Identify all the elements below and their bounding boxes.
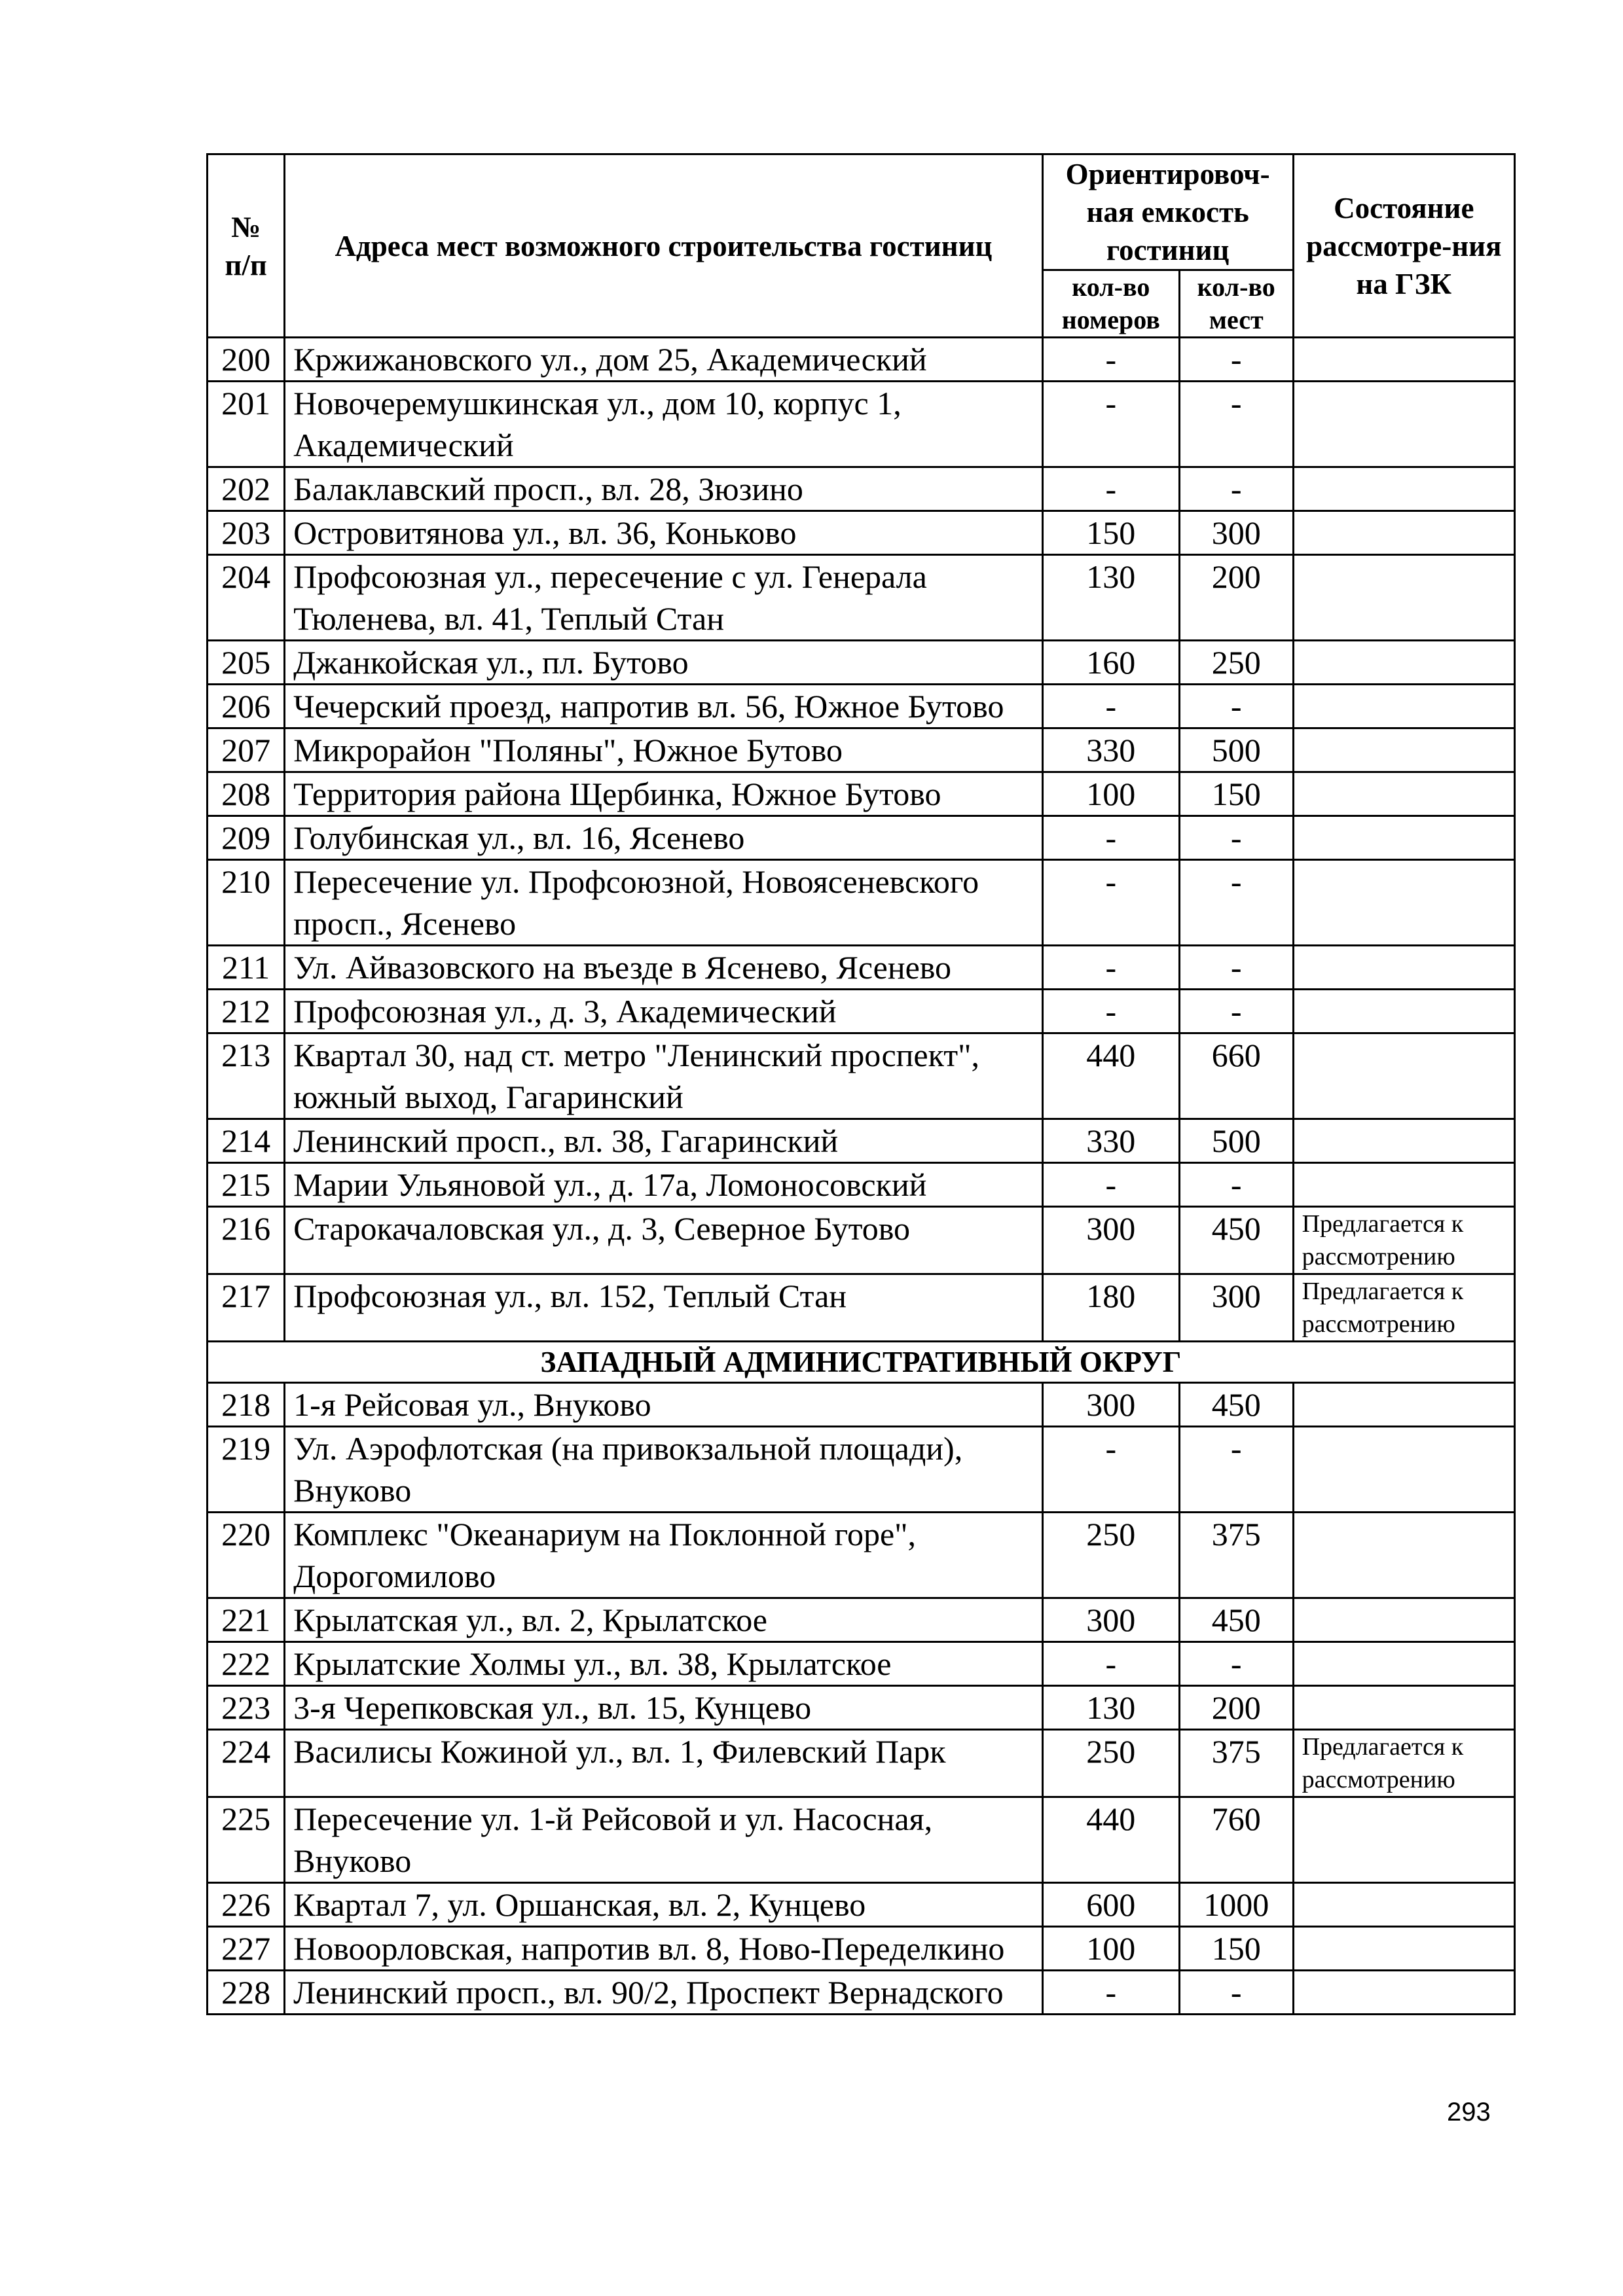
row-number: 209: [208, 816, 285, 860]
row-address: Кржижановского ул., дом 25, Академический: [285, 338, 1043, 382]
row-address: Пересечение ул. Профсоюзной, Новоясеневского просп., Ясенево: [285, 860, 1043, 946]
row-status: [1293, 946, 1514, 990]
row-address: Новоорловская, напротив вл. 8, Ново-Переделкино: [285, 1927, 1043, 1971]
row-rooms: -: [1042, 1163, 1179, 1207]
row-number: 205: [208, 641, 285, 685]
table-row: [208, 990, 1515, 1033]
table-row: [208, 685, 1515, 728]
table-row: [208, 1274, 1515, 1342]
table-row: [208, 555, 1515, 641]
row-places: 375: [1179, 1730, 1293, 1797]
table-row: [208, 382, 1515, 467]
row-places: 500: [1179, 728, 1293, 772]
row-status: [1293, 816, 1514, 860]
table-row: [208, 1927, 1515, 1971]
row-rooms: -: [1042, 467, 1179, 511]
table-row: [208, 1642, 1515, 1686]
row-places: -: [1179, 467, 1293, 511]
row-rooms: 300: [1042, 1207, 1179, 1274]
row-address: Балаклавский просп., вл. 28, Зюзино: [285, 467, 1043, 511]
table-row: [208, 1427, 1515, 1513]
row-status: [1293, 1383, 1514, 1427]
row-rooms: 600: [1042, 1883, 1179, 1927]
row-status: [1293, 1883, 1514, 1927]
row-rooms: 130: [1042, 1686, 1179, 1730]
row-rooms: -: [1042, 946, 1179, 990]
table-row: [208, 467, 1515, 511]
row-address: Пересечение ул. 1-й Рейсовой и ул. Насосная, Внуково: [285, 1797, 1043, 1883]
row-address: Джанкойская ул., пл. Бутово: [285, 641, 1043, 685]
row-rooms: 330: [1042, 1119, 1179, 1163]
row-status: [1293, 555, 1514, 641]
row-rooms: 130: [1042, 555, 1179, 641]
row-number: 219: [208, 1427, 285, 1513]
row-number: 200: [208, 338, 285, 382]
table-row: [208, 772, 1515, 816]
section-title: ЗАПАДНЫЙ АДМИНИСТРАТИВНЫЙ ОКРУГ: [208, 1342, 1515, 1383]
row-address: Голубинская ул., вл. 16, Ясенево: [285, 816, 1043, 860]
row-address: Профсоюзная ул., д. 3, Академический: [285, 990, 1043, 1033]
row-address: Марии Ульяновой ул., д. 17а, Ломоносовский: [285, 1163, 1043, 1207]
row-places: 250: [1179, 641, 1293, 685]
table-body-western: [208, 1383, 1515, 2015]
row-status: [1293, 728, 1514, 772]
row-places: 150: [1179, 772, 1293, 816]
table-header: [208, 154, 1515, 338]
row-places: 375: [1179, 1513, 1293, 1598]
table-row: [208, 1207, 1515, 1274]
row-rooms: 180: [1042, 1274, 1179, 1342]
row-places: -: [1179, 1642, 1293, 1686]
row-status: [1293, 1642, 1514, 1686]
row-places: 300: [1179, 1274, 1293, 1342]
row-rooms: 100: [1042, 1927, 1179, 1971]
row-places: 760: [1179, 1797, 1293, 1883]
row-rooms: 440: [1042, 1033, 1179, 1119]
row-rooms: -: [1042, 338, 1179, 382]
row-address: Ул. Аэрофлотская (на привокзальной площади), Внуково: [285, 1427, 1043, 1513]
header-address: Адреса мест возможного строительства гостиниц: [285, 154, 1043, 338]
row-number: 225: [208, 1797, 285, 1883]
row-address: Квартал 7, ул. Оршанская, вл. 2, Кунцево: [285, 1883, 1043, 1927]
row-number: 204: [208, 555, 285, 641]
row-status: [1293, 467, 1514, 511]
row-places: -: [1179, 1163, 1293, 1207]
row-rooms: 250: [1042, 1513, 1179, 1598]
row-rooms: 160: [1042, 641, 1179, 685]
row-number: 206: [208, 685, 285, 728]
header-places: кол-во мест: [1179, 270, 1293, 338]
row-status: [1293, 1163, 1514, 1207]
header-status: Состояние рассмотре-ния на ГЗК: [1293, 154, 1514, 338]
row-rooms: -: [1042, 1642, 1179, 1686]
row-number: 216: [208, 1207, 285, 1274]
row-rooms: -: [1042, 1427, 1179, 1513]
row-number: 207: [208, 728, 285, 772]
row-status: Предлагается к рассмотрению: [1293, 1730, 1514, 1797]
row-status: [1293, 1927, 1514, 1971]
row-address: Новочеремушкинская ул., дом 10, корпус 1, Академический: [285, 382, 1043, 467]
row-places: -: [1179, 1971, 1293, 2015]
row-address: Профсоюзная ул., вл. 152, Теплый Стан: [285, 1274, 1043, 1342]
row-address: Островитянова ул., вл. 36, Коньково: [285, 511, 1043, 555]
row-status: [1293, 1119, 1514, 1163]
row-places: -: [1179, 816, 1293, 860]
row-address: Квартал 30, над ст. метро "Ленинский проспект", южный выход, Гагаринский: [285, 1033, 1043, 1119]
row-places: 200: [1179, 555, 1293, 641]
row-address: Василисы Кожиной ул., вл. 1, Филевский Парк: [285, 1730, 1043, 1797]
table-row: [208, 1686, 1515, 1730]
row-number: 218: [208, 1383, 285, 1427]
table-body-south-west: [208, 338, 1515, 1342]
table-row: [208, 816, 1515, 860]
row-number: 208: [208, 772, 285, 816]
row-number: 211: [208, 946, 285, 990]
row-number: 213: [208, 1033, 285, 1119]
row-number: 202: [208, 467, 285, 511]
row-places: -: [1179, 338, 1293, 382]
row-number: 212: [208, 990, 285, 1033]
table-row: [208, 511, 1515, 555]
page-number: 293: [1447, 2098, 1491, 2126]
row-places: -: [1179, 685, 1293, 728]
row-status: [1293, 1598, 1514, 1642]
row-places: -: [1179, 860, 1293, 946]
table-row: [208, 1797, 1515, 1883]
row-rooms: 440: [1042, 1797, 1179, 1883]
row-rooms: 150: [1042, 511, 1179, 555]
row-status: [1293, 1971, 1514, 2015]
header-num: № п/п: [208, 154, 285, 338]
table-row: [208, 728, 1515, 772]
row-rooms: -: [1042, 685, 1179, 728]
row-number: 201: [208, 382, 285, 467]
row-number: 221: [208, 1598, 285, 1642]
table-row: [208, 1598, 1515, 1642]
row-address: Ул. Айвазовского на въезде в Ясенево, Ясенево: [285, 946, 1043, 990]
header-capacity: Ориентировоч-ная емкость гостиниц: [1042, 154, 1293, 270]
row-places: 660: [1179, 1033, 1293, 1119]
row-address: Профсоюзная ул., пересечение с ул. Генерала Тюленева, вл. 41, Теплый Стан: [285, 555, 1043, 641]
row-places: 450: [1179, 1383, 1293, 1427]
row-status: [1293, 685, 1514, 728]
section-row: [208, 1342, 1515, 1383]
row-address: Ленинский просп., вл. 38, Гагаринский: [285, 1119, 1043, 1163]
row-rooms: 300: [1042, 1383, 1179, 1427]
row-rooms: -: [1042, 860, 1179, 946]
row-address: Крылатская ул., вл. 2, Крылатское: [285, 1598, 1043, 1642]
row-number: 210: [208, 860, 285, 946]
row-number: 226: [208, 1883, 285, 1927]
row-places: 300: [1179, 511, 1293, 555]
row-status: [1293, 1686, 1514, 1730]
row-status: [1293, 1427, 1514, 1513]
row-status: [1293, 382, 1514, 467]
row-places: -: [1179, 990, 1293, 1033]
row-status: [1293, 1797, 1514, 1883]
row-rooms: -: [1042, 1971, 1179, 2015]
row-number: 228: [208, 1971, 285, 2015]
row-status: Предлагается к рассмотрению: [1293, 1207, 1514, 1274]
row-rooms: 100: [1042, 772, 1179, 816]
table-row: [208, 1730, 1515, 1797]
row-address: Комплекс "Океанариум на Поклонной горе", Дорогомилово: [285, 1513, 1043, 1598]
table-row: [208, 1163, 1515, 1207]
header-rooms: кол-во номеров: [1042, 270, 1179, 338]
row-address: Территория района Щербинка, Южное Бутово: [285, 772, 1043, 816]
row-number: 227: [208, 1927, 285, 1971]
row-address: Крылатские Холмы ул., вл. 38, Крылатское: [285, 1642, 1043, 1686]
table-row: [208, 641, 1515, 685]
row-address: Микрорайон "Поляны", Южное Бутово: [285, 728, 1043, 772]
table-row: [208, 1971, 1515, 2015]
table-row: [208, 1383, 1515, 1427]
row-number: 214: [208, 1119, 285, 1163]
section-row-group: [208, 1342, 1515, 1383]
row-number: 220: [208, 1513, 285, 1598]
row-places: -: [1179, 382, 1293, 467]
row-status: [1293, 338, 1514, 382]
row-address: 1-я Рейсовая ул., Внуково: [285, 1383, 1043, 1427]
row-number: 203: [208, 511, 285, 555]
row-places: 450: [1179, 1207, 1293, 1274]
row-status: [1293, 1513, 1514, 1598]
row-address: Старокачаловская ул., д. 3, Северное Бутово: [285, 1207, 1043, 1274]
table-row: [208, 1513, 1515, 1598]
row-places: -: [1179, 1427, 1293, 1513]
row-number: 215: [208, 1163, 285, 1207]
row-rooms: -: [1042, 816, 1179, 860]
row-status: [1293, 1033, 1514, 1119]
row-places: 500: [1179, 1119, 1293, 1163]
row-rooms: 250: [1042, 1730, 1179, 1797]
table-row: [208, 946, 1515, 990]
table-row: [208, 860, 1515, 946]
row-status: [1293, 772, 1514, 816]
row-places: -: [1179, 946, 1293, 990]
table-row: [208, 338, 1515, 382]
table-row: [208, 1033, 1515, 1119]
row-address: Ленинский просп., вл. 90/2, Проспект Вернадского: [285, 1971, 1043, 2015]
row-rooms: -: [1042, 382, 1179, 467]
row-rooms: -: [1042, 990, 1179, 1033]
row-places: 200: [1179, 1686, 1293, 1730]
hotel-sites-table: [206, 153, 1516, 2015]
row-number: 222: [208, 1642, 285, 1686]
row-status: [1293, 641, 1514, 685]
row-places: 1000: [1179, 1883, 1293, 1927]
row-status: [1293, 860, 1514, 946]
table-row: [208, 1883, 1515, 1927]
table-row: [208, 1119, 1515, 1163]
row-places: 450: [1179, 1598, 1293, 1642]
row-places: 150: [1179, 1927, 1293, 1971]
row-number: 223: [208, 1686, 285, 1730]
row-number: 217: [208, 1274, 285, 1342]
row-number: 224: [208, 1730, 285, 1797]
row-rooms: 300: [1042, 1598, 1179, 1642]
row-status: [1293, 990, 1514, 1033]
row-status: Предлагается к рассмотрению: [1293, 1274, 1514, 1342]
row-address: 3-я Черепковская ул., вл. 15, Кунцево: [285, 1686, 1043, 1730]
row-status: [1293, 511, 1514, 555]
row-rooms: 330: [1042, 728, 1179, 772]
row-address: Чечерский проезд, напротив вл. 56, Южное Бутово: [285, 685, 1043, 728]
